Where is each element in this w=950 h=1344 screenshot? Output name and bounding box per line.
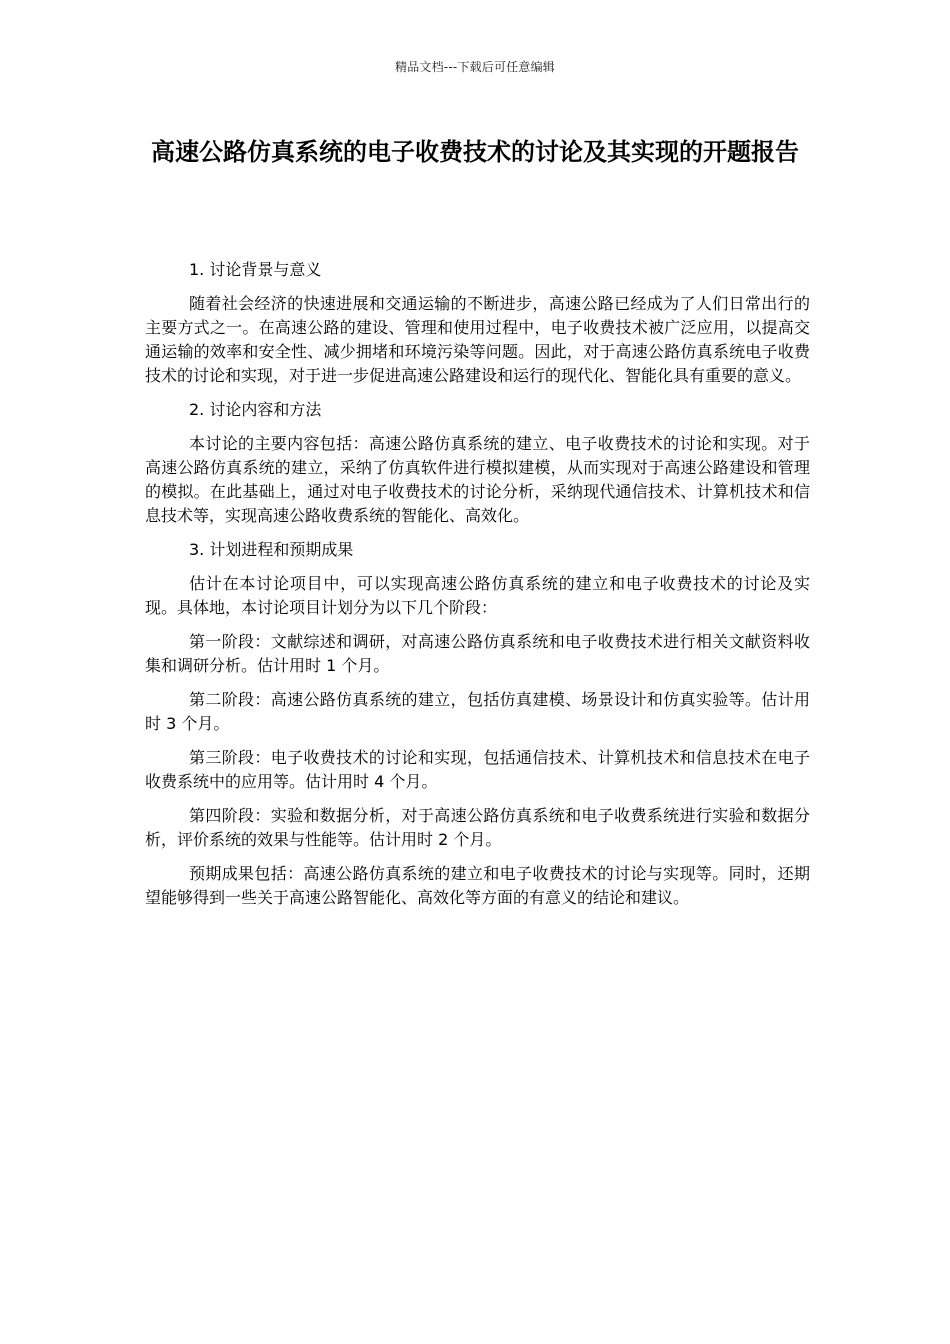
section-heading: 1. 讨论背景与意义 — [189, 260, 322, 279]
section-plan-results — [145, 538, 810, 910]
section-content-method — [145, 398, 810, 528]
header-note: 精品文档---下载后可任意编辑 — [395, 60, 555, 74]
paragraph-phase-4: 第四阶段：实验和数据分析，对于高速公路仿真系统和电子收费系统进行实验和数据分析，评价系统的效果与性能等。估计用时 2 个月。 — [145, 806, 810, 849]
section-heading: 2. 讨论内容和方法 — [189, 400, 322, 419]
document-title: 高速公路仿真系统的电子收费技术的讨论及其实现的开题报告 — [151, 138, 799, 166]
paragraph: 随着社会经济的快速进展和交通运输的不断进步，高速公路已经成为了人们日常出行的主要方式之一。在高速公路的建设、管理和使用过程中，电子收费技术被广泛应用，以提高交通运输的效率和安全性、减少拥堵和环境污染等问题。因此，对于高速公路仿真系统电子收费技术的讨论和实现，对于进一步促进高速公路建设和运行的现代化、智能化具有重要的意义。 — [145, 294, 810, 385]
paragraph-expected-results: 预期成果包括：高速公路仿真系统的建立和电子收费技术的讨论与实现等。同时，还期望能够得到一些关于高速公路智能化、高效化等方面的有意义的结论和建议。 — [145, 864, 810, 907]
paragraph-phase-1: 第一阶段：文献综述和调研，对高速公路仿真系统和电子收费技术进行相关文献资料收集和调研分析。估计用时 1 个月。 — [145, 632, 810, 675]
paragraph: 本讨论的主要内容包括：高速公路仿真系统的建立、电子收费技术的讨论和实现。对于高速公路仿真系统的建立，采纳了仿真软件进行模拟建模，从而实现对于高速公路建设和管理的模拟。在此基础上，通过对电子收费技术的讨论分析，采纳现代通信技术、计算机技术和信息技术等，实现高速公路收费系统的智能化、高效化。 — [145, 434, 810, 525]
paragraph-phase-2: 第二阶段：高速公路仿真系统的建立，包括仿真建模、场景设计和仿真实验等。估计用时 3 个月。 — [145, 690, 810, 733]
paragraph: 估计在本讨论项目中，可以实现高速公路仿真系统的建立和电子收费技术的讨论及实现。具体地，本讨论项目计划分为以下几个阶段： — [145, 574, 810, 617]
document-body — [145, 258, 810, 920]
section-background — [145, 258, 810, 388]
paragraph-phase-3: 第三阶段：电子收费技术的讨论和实现，包括通信技术、计算机技术和信息技术在电子收费系统中的应用等。估计用时 4 个月。 — [145, 748, 810, 791]
section-heading: 3. 计划进程和预期成果 — [189, 540, 354, 559]
